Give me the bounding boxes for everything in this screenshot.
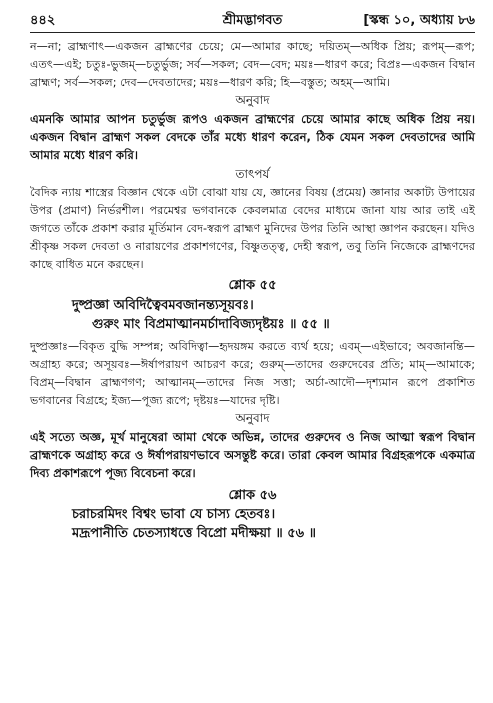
translation-heading-2: অনুবাদ (235, 411, 270, 426)
verse-55-title: শ্লোক ৫৫ (228, 278, 277, 294)
page-body (30, 38, 475, 543)
translation-paragraph-1: এমনকি আমার আপন চতুর্ভুজ রূপও একজন ব্রাহ্মণের চেয়ে আমার কাছে অধিক প্রিয় নয়। একজন বিদ্বান ব্রাহ্মণ সকল বেদকে তাঁর মধ্যে ধারণ করেন, ঠিক যেমন সকল দেবতাদের আমি আমার মধ্যে ধারণ করি। (30, 112, 475, 162)
header-rule (30, 32, 475, 33)
translation-heading-1: অনুবাদ (235, 93, 270, 108)
verse-56-line-1: চরাচরমিদং বিশ্বং ভাবা যে চাস্য হেতবঃ। (72, 507, 276, 523)
translation-paragraph-2: এই সত্যে অজ্ঞ, মূর্খ মানুষেরা আমা থেকে অভিন্ন, তাদের গুরুদেব ও নিজ আত্মা স্বরূপ বিদ্বান ব্রাহ্মণকে অগ্রাহ্য করে ও ঈর্ষাপরায়ণভাবে অসন্তুষ্ট করে। তারা কেবল আমার বিগ্রহরূপকে একমাত্র দিব্য প্রকাশরূপে পূজ্য বিবেচনা করে। (30, 430, 475, 480)
verse-56-line-2: মদ্রূপানীতি চেতস্যাধত্তে বিপ্রো মদীক্ষয়া ॥ ৫৬ ॥ (72, 526, 316, 542)
purport-paragraph: বৈদিক ন্যায় শাস্ত্রের বিজ্ঞান থেকে এটা বোঝা যায় যে, জ্ঞানের বিষয় (প্রমেয়) জ্ঞানার অকাট্য উপায়ের উপর (প্রমাণ) নির্ভরশীল। পরমেশ্বর ভগবানকে কেবলমাত্র বেদের মাধ্যমে জানা যায় আর তাই এই জগতে তাঁকে প্রকাশ করার মূর্তিমান বেদ-স্বরূপ ব্রাহ্মণ মুনিদের উপর তিনি আস্থা জ্ঞাপন করছেন। যদিও শ্রীকৃষ্ণ সকল দেবতা ও নারায়ণের প্রকাশগণের, বিষ্ণুতত্ত্ব, দেহী স্বরূপ, তবু তিনি নিজেকে ব্রাহ্মণদের কাছে বাধিত মনে করছেন। (30, 186, 475, 271)
synonyms-paragraph-1: ন—না; ব্রাহ্মণাৎ—একজন ব্রাহ্মণের চেয়ে; মে—আমার কাছে; দয়িতম্—অধিক প্রিয়; রূপম্—রূপ; এতৎ—এই; চতুঃ-ভুজম্—চতুর্ভুজ; সর্ব—সকল; বেদ—বেদ; ময়ঃ—ধারণ করে; বিপ্রঃ—একজন বিদ্বান ব্রাহ্মণ; সর্ব—সকল; দেব—দেবতাদের; ময়ঃ—ধারণ করি; হি—বস্তুত; অহম্—আমি। (30, 40, 475, 89)
running-header (30, 8, 475, 30)
purport-heading: তাৎপর্য (235, 166, 270, 181)
synonyms-paragraph-2: দুষ্প্রজ্ঞাঃ—বিকৃত বুদ্ধি সম্পন্ন; অবিদিত্বা—হৃদয়ঙ্গম করতে ব্যর্থ হয়ে; এবম্—এইভাবে; অবজানন্তি—অগ্রাহ্য করে; অসূয়বঃ—ঈর্ষাপরায়ণ আচরণ করে; গুরুম্—তাদের গুরুদেবের প্রতি; মাম্—আমাকে; বিপ্রম্—বিদ্বান ব্রাহ্মণগণ; আত্মানম্—তাদের নিজ সত্তা; অর্চা-আদৌ—দৃশ্যমান রূপে প্রকাশিত ভগবানের বিগ্রহে; ইজ্য—পূজ্য রূপে; দৃষ্টয়ঃ—যাদের দৃষ্টি। (30, 340, 475, 407)
verse-56-title: শ্লোক ৫৬ (228, 487, 277, 503)
chapter-reference: [স্কন্ধ ১০, অধ্যায় ৮৬ (363, 13, 475, 28)
page-number: ৪৪২ (30, 13, 56, 28)
verse-55-line-1: দুষ্প্রজ্ঞা অবিদিত্বৈবমবজানন্ত্যসূয়বঃ। (72, 298, 254, 314)
verse-55-line-2: গুরুং মাং বিপ্রমাত্মানমর্চাদাবিজ্যদৃষ্টয়ঃ ॥ ৫৫ ॥ (92, 317, 330, 333)
book-title: শ্রীমদ্ভাগবত (222, 13, 283, 28)
